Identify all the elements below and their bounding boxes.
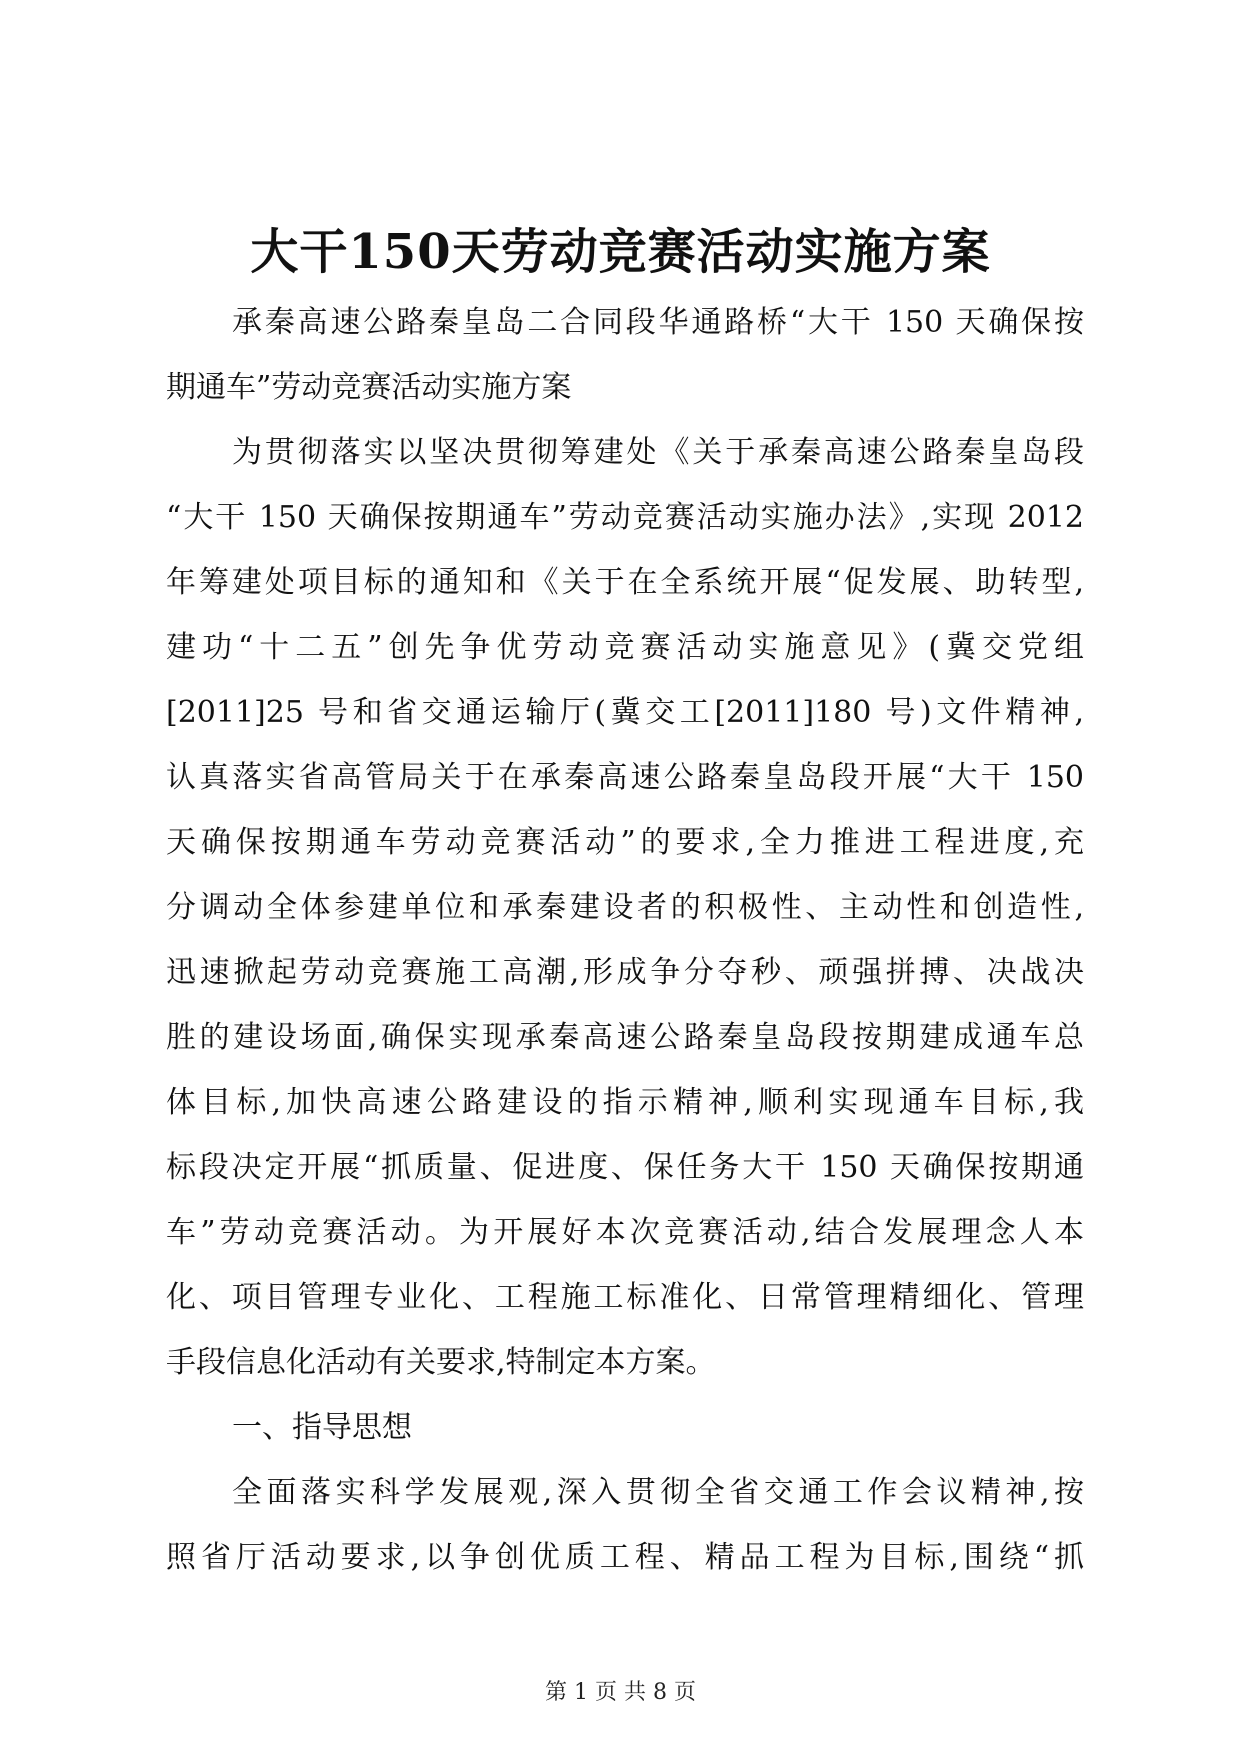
body-line: 建功“十二五”创先争优劳动竞赛活动实施意见》(冀交党组	[166, 630, 1084, 665]
body-line: [2011]25 号和省交通运输厅(冀交工[2011]180 号)文件精神,	[166, 695, 1084, 730]
body-line: 照省厅活动要求,以争创优质工程、精品工程为目标,围绕“抓	[166, 1540, 1084, 1575]
body-line: 为贯彻落实以坚决贯彻筹建处《关于承秦高速公路秦皇岛段	[232, 435, 1084, 470]
body-line: 期通车”劳动竞赛活动实施方案	[166, 370, 572, 405]
page-number-footer: 第 1 页 共 8 页	[545, 1680, 696, 1705]
body-line: 承秦高速公路秦皇岛二合同段华通路桥“大干 150 天确保按	[232, 305, 1084, 340]
body-line: 年筹建处项目标的通知和《关于在全系统开展“促发展、助转型,	[166, 565, 1084, 600]
body-line: 化、项目管理专业化、工程施工标准化、日常管理精细化、管理	[166, 1280, 1084, 1315]
body-line: “大干 150 天确保按期通车”劳动竞赛活动实施办法》,实现 2012	[166, 500, 1084, 535]
body-line: 标段决定开展“抓质量、促进度、保任务大干 150 天确保按期通	[166, 1150, 1084, 1185]
body-line: 手段信息化活动有关要求,特制定本方案。	[166, 1345, 716, 1380]
section-heading: 一、指导思想	[232, 1410, 412, 1445]
body-line: 全面落实科学发展观,深入贯彻全省交通工作会议精神,按	[232, 1475, 1084, 1510]
body-line: 体目标,加快高速公路建设的指示精神,顺利实现通车目标,我	[166, 1085, 1084, 1120]
body-line: 认真落实省高管局关于在承秦高速公路秦皇岛段开展“大干 150	[166, 760, 1084, 795]
body-line: 天确保按期通车劳动竞赛活动”的要求,全力推进工程进度,充	[166, 825, 1084, 860]
body-line: 迅速掀起劳动竞赛施工高潮,形成争分夺秒、顽强拼搏、决战决	[166, 955, 1084, 990]
document-title: 大干150天劳动竞赛活动实施方案	[250, 224, 991, 280]
body-line: 胜的建设场面,确保实现承秦高速公路秦皇岛段按期建成通车总	[166, 1020, 1084, 1055]
body-line: 分调动全体参建单位和承秦建设者的积极性、主动性和创造性,	[166, 890, 1084, 925]
body-line: 车”劳动竞赛活动。为开展好本次竞赛活动,结合发展理念人本	[166, 1215, 1084, 1250]
document-body	[166, 290, 1084, 1590]
